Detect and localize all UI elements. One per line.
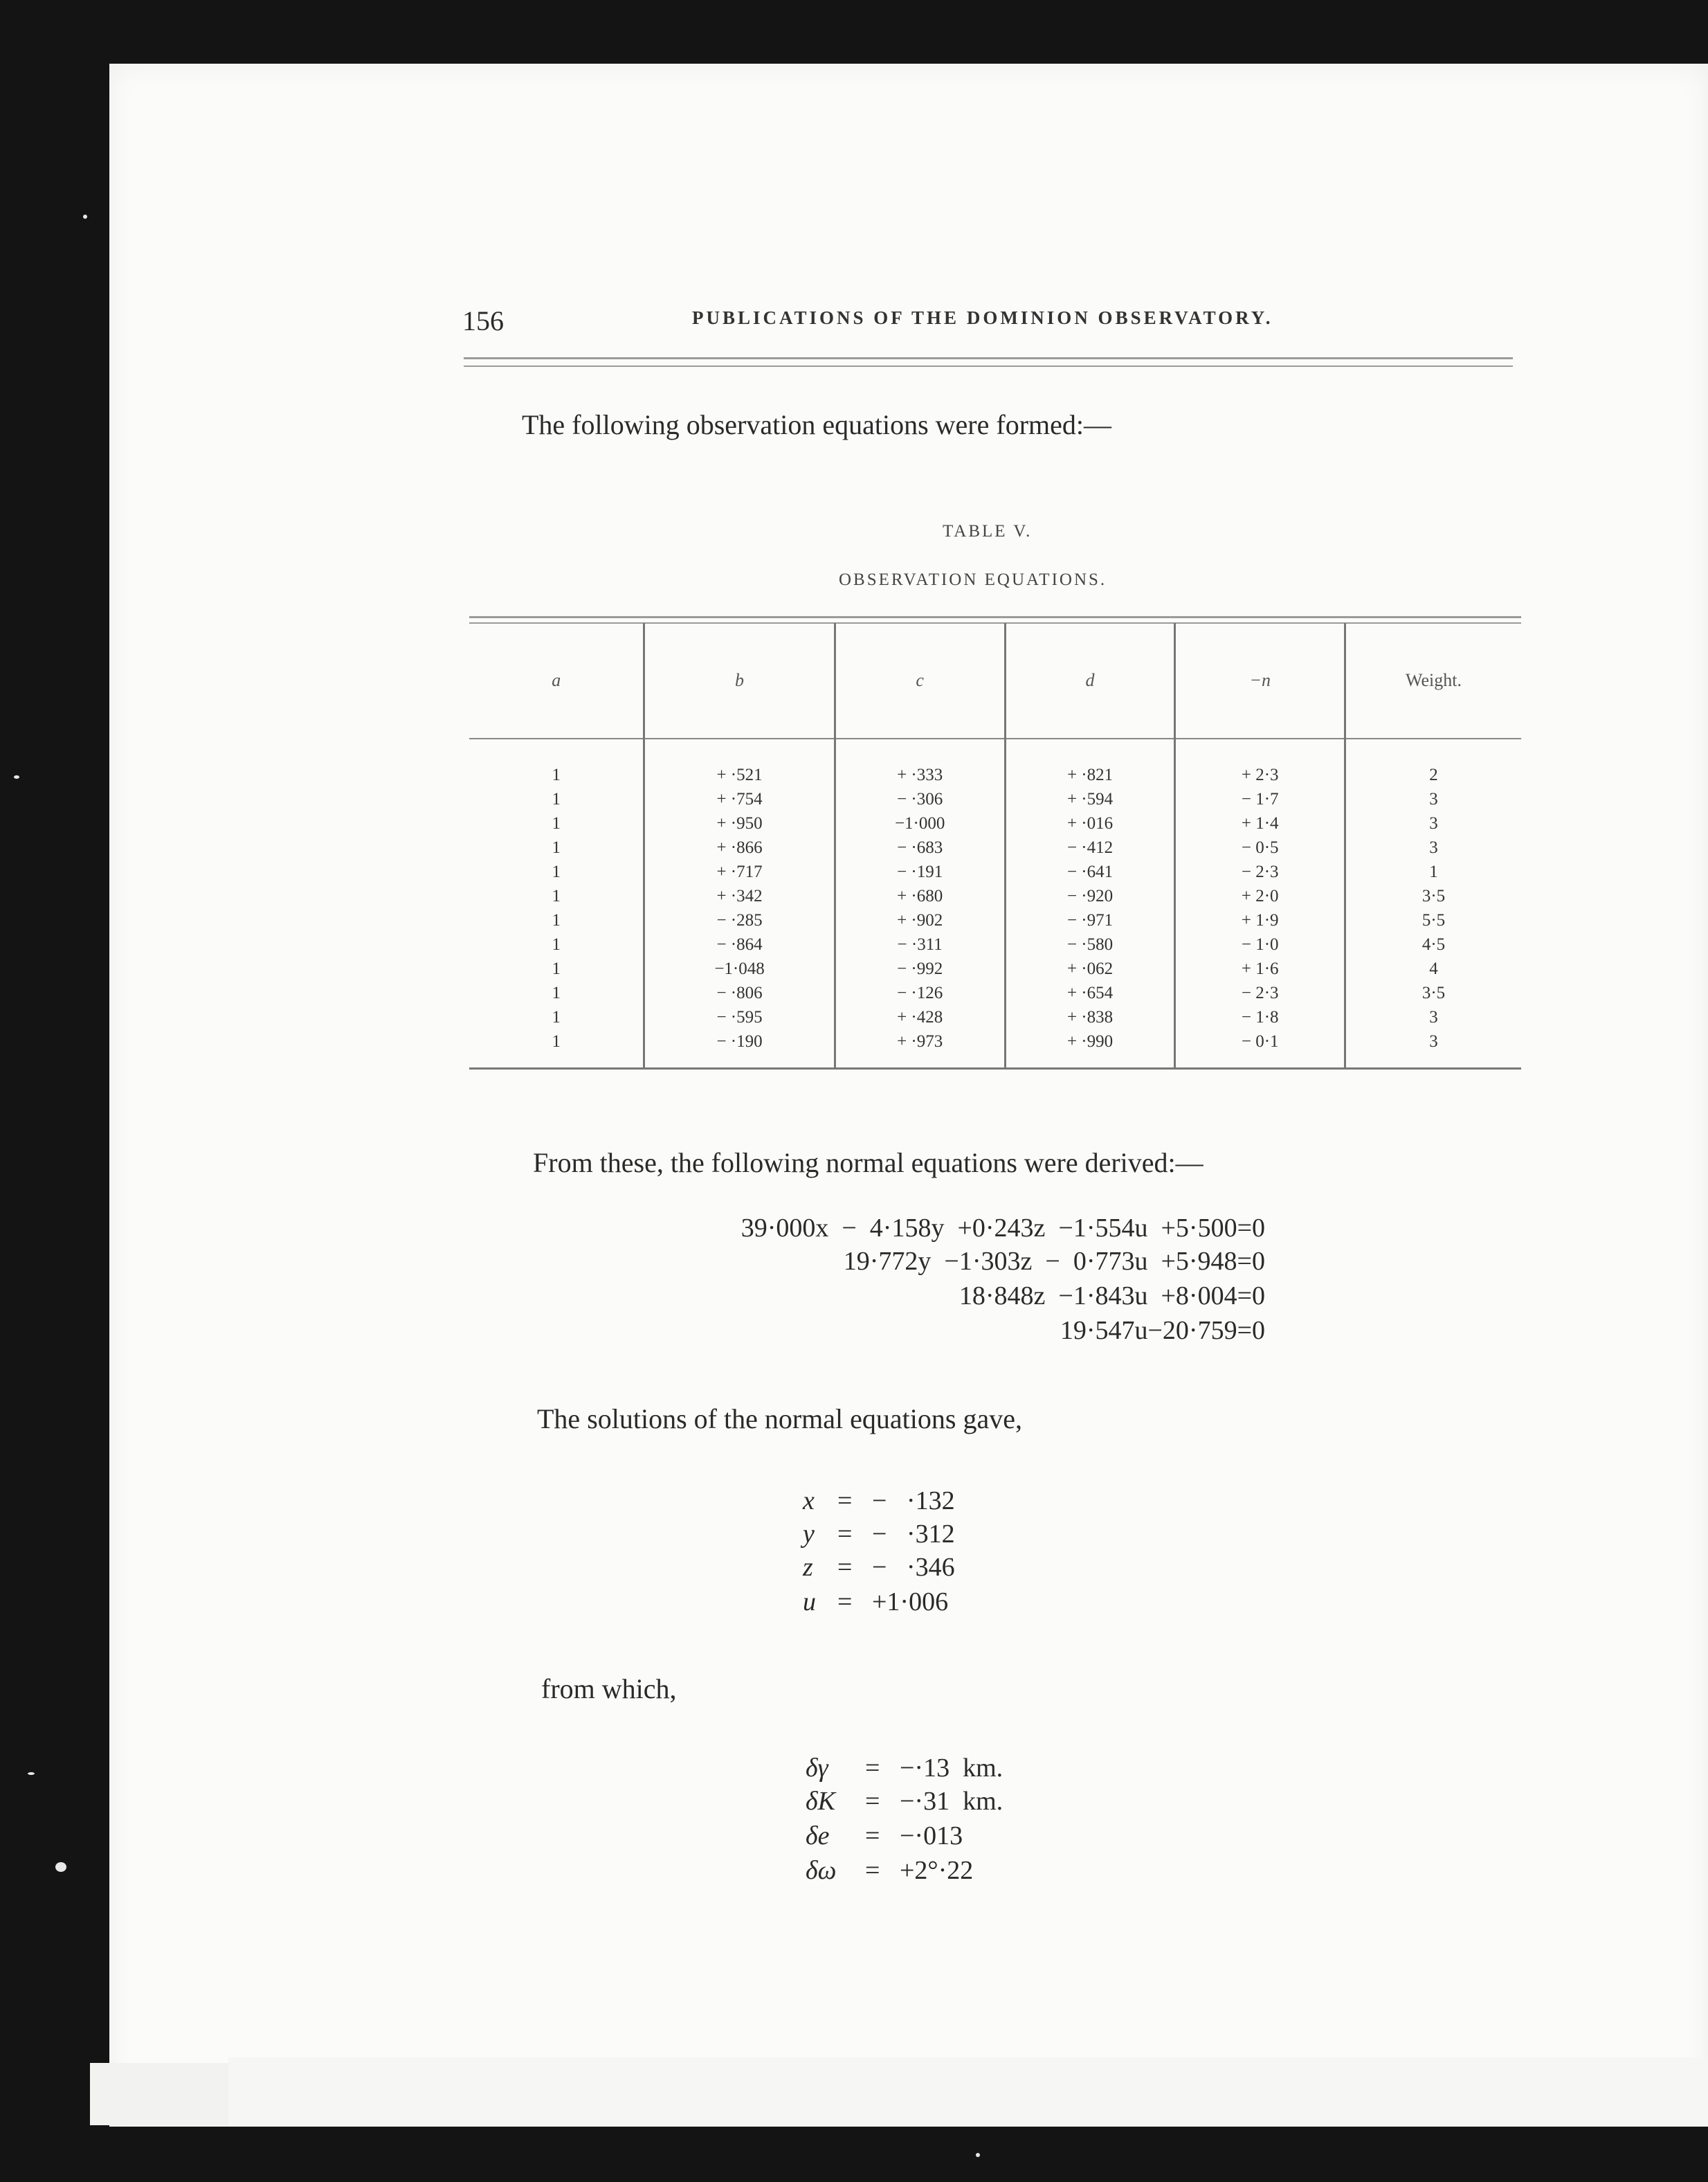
- cell-n: + 2·3: [1175, 739, 1345, 787]
- result-value: +2°·22: [900, 1856, 974, 1885]
- cell-c: + ·973: [835, 1029, 1005, 1069]
- film-speck: [976, 2153, 980, 2157]
- solution-line: y = − ·312: [803, 1520, 955, 1549]
- header-rule: [464, 366, 1513, 367]
- cell-n: + 2·0: [1175, 884, 1345, 908]
- cell-n: − 0·1: [1175, 1029, 1345, 1069]
- cell-n: − 2·3: [1175, 981, 1345, 1005]
- column-header-n: −n: [1175, 623, 1345, 739]
- normal-equation: 19·547u−20·759=0: [1060, 1316, 1265, 1345]
- table-row: [469, 836, 1521, 860]
- cell-weight: 3·5: [1345, 884, 1521, 908]
- cell-weight: 3: [1345, 787, 1521, 811]
- cell-b: − ·595: [644, 1005, 835, 1029]
- cell-c: − ·306: [835, 787, 1005, 811]
- from-which-text: from which,: [541, 1673, 677, 1704]
- cell-b: − ·806: [644, 981, 835, 1005]
- cell-d: + ·821: [1005, 739, 1175, 787]
- solution-variable: y: [803, 1520, 815, 1549]
- film-speck: [28, 1772, 35, 1775]
- cell-weight: 3: [1345, 1005, 1521, 1029]
- cell-a: 1: [552, 886, 561, 905]
- cell-b: + ·866: [644, 836, 835, 860]
- cell-d: − ·641: [1005, 860, 1175, 884]
- cell-weight: 3: [1345, 811, 1521, 836]
- header-rule: [464, 357, 1513, 359]
- solution-variable: z: [803, 1553, 813, 1582]
- result-line: δω = +2°·22: [806, 1856, 974, 1885]
- column-header-weight: Weight.: [1345, 623, 1521, 739]
- cell-d: + ·062: [1005, 957, 1175, 981]
- cell-c: − ·126: [835, 981, 1005, 1005]
- cell-b: − ·190: [644, 1029, 835, 1069]
- cell-a: 1: [552, 935, 561, 954]
- cell-weight: 5·5: [1345, 908, 1521, 932]
- cell-b: + ·717: [644, 860, 835, 884]
- column-header-c: c: [835, 623, 1005, 739]
- result-value: −·31 km.: [900, 1787, 1003, 1816]
- solution-value: − ·346: [872, 1553, 955, 1582]
- cell-c: + ·428: [835, 1005, 1005, 1029]
- column-header-d: d: [1005, 623, 1175, 739]
- cell-n: − 1·7: [1175, 787, 1345, 811]
- cell-c: + ·902: [835, 908, 1005, 932]
- table-row: [469, 1029, 1521, 1069]
- cell-c: −1·000: [835, 811, 1005, 836]
- cell-b: + ·521: [644, 739, 835, 787]
- table-row: [469, 739, 1521, 787]
- cell-weight: 3: [1345, 1029, 1521, 1069]
- film-speck: [14, 775, 19, 779]
- table-row: [469, 908, 1521, 932]
- table-row: [469, 1005, 1521, 1029]
- cell-a: 1: [552, 862, 561, 881]
- table-top-rule: [469, 616, 1521, 618]
- cell-b: − ·285: [644, 908, 835, 932]
- cell-n: + 1·9: [1175, 908, 1345, 932]
- cell-b: + ·950: [644, 811, 835, 836]
- cell-c: − ·683: [835, 836, 1005, 860]
- film-speck: [83, 215, 87, 219]
- cell-d: + ·594: [1005, 787, 1175, 811]
- cell-weight: 2: [1345, 739, 1521, 787]
- solution-value: +1·006: [872, 1587, 949, 1616]
- solution-value: − ·132: [872, 1486, 955, 1515]
- result-value: −·013: [900, 1821, 963, 1850]
- solution-line: x = − ·132: [803, 1486, 955, 1515]
- cell-d: + ·016: [1005, 811, 1175, 836]
- cell-n: + 1·6: [1175, 957, 1345, 981]
- cell-c: + ·680: [835, 884, 1005, 908]
- table-row: [469, 811, 1521, 836]
- solutions-intro: The solutions of the normal equations gave,: [537, 1403, 1022, 1434]
- result-variable: δK: [806, 1787, 836, 1816]
- observation-equations-table: [469, 623, 1521, 1070]
- cell-n: − 1·0: [1175, 932, 1345, 957]
- cell-a: 1: [552, 789, 561, 809]
- page-number: 156: [462, 305, 504, 336]
- running-title: PUBLICATIONS OF THE DOMINION OBSERVATORY.: [692, 307, 1273, 328]
- cell-a: 1: [552, 765, 561, 784]
- result-variable: δω: [806, 1856, 837, 1885]
- normal-equations-intro: From these, the following normal equations were derived:—: [533, 1147, 1203, 1178]
- cell-weight: 4·5: [1345, 932, 1521, 957]
- table-label: TABLE V.: [943, 522, 1033, 541]
- cell-d: + ·838: [1005, 1005, 1175, 1029]
- cell-d: − ·580: [1005, 932, 1175, 957]
- table-title: OBSERVATION EQUATIONS.: [839, 570, 1107, 589]
- cell-weight: 1: [1345, 860, 1521, 884]
- table-row: [469, 957, 1521, 981]
- solution-variable: u: [803, 1587, 816, 1616]
- result-variable: δe: [806, 1821, 830, 1850]
- cell-a: 1: [552, 1007, 561, 1027]
- cell-d: + ·990: [1005, 1029, 1175, 1069]
- cell-n: − 2·3: [1175, 860, 1345, 884]
- result-variable: δγ: [806, 1753, 828, 1783]
- cell-a: 1: [552, 813, 561, 833]
- table-row: [469, 787, 1521, 811]
- solution-line: z = − ·346: [803, 1553, 955, 1582]
- cell-a: 1: [552, 838, 561, 857]
- cell-d: − ·920: [1005, 884, 1175, 908]
- cell-weight: 3·5: [1345, 981, 1521, 1005]
- column-header-b: b: [644, 623, 835, 739]
- cell-b: −1·048: [644, 957, 835, 981]
- intro-text: The following observation equations were formed:—: [522, 409, 1111, 440]
- cell-c: − ·311: [835, 932, 1005, 957]
- cell-a: 1: [552, 910, 561, 930]
- page-edge-shadow: [90, 2063, 228, 2125]
- table-row: [469, 932, 1521, 957]
- film-speck: [55, 1862, 66, 1872]
- cell-n: − 1·8: [1175, 1005, 1345, 1029]
- cell-b: + ·342: [644, 884, 835, 908]
- normal-equation: 18·848z −1·843u +8·004=0: [959, 1281, 1265, 1310]
- cell-b: − ·864: [644, 932, 835, 957]
- table-header-row: [469, 623, 1521, 739]
- table-row: [469, 884, 1521, 908]
- cell-weight: 3: [1345, 836, 1521, 860]
- cell-d: + ·654: [1005, 981, 1175, 1005]
- result-line: δγ = −·13 km.: [806, 1753, 1003, 1783]
- page-bottom-edge: [228, 2057, 1708, 2127]
- cell-c: + ·333: [835, 739, 1005, 787]
- cell-n: − 0·5: [1175, 836, 1345, 860]
- cell-b: + ·754: [644, 787, 835, 811]
- table-row: [469, 860, 1521, 884]
- solution-line: u = +1·006: [803, 1587, 949, 1616]
- document-page: [109, 64, 1708, 2127]
- cell-d: − ·412: [1005, 836, 1175, 860]
- result-line: δK = −·31 km.: [806, 1787, 1003, 1816]
- cell-n: + 1·4: [1175, 811, 1345, 836]
- result-value: −·13 km.: [900, 1753, 1003, 1783]
- cell-d: − ·971: [1005, 908, 1175, 932]
- cell-c: − ·992: [835, 957, 1005, 981]
- solution-variable: x: [803, 1486, 815, 1515]
- cell-a: 1: [552, 959, 561, 978]
- solution-value: − ·312: [872, 1520, 955, 1549]
- cell-a: 1: [552, 983, 561, 1002]
- cell-a: 1: [469, 1029, 644, 1069]
- table-row: [469, 981, 1521, 1005]
- normal-equation: 39·000x − 4·158y +0·243z −1·554u +5·500=0: [741, 1214, 1265, 1243]
- cell-weight: 4: [1345, 957, 1521, 981]
- column-header-a: a: [469, 623, 644, 739]
- result-line: δe = −·013: [806, 1821, 963, 1850]
- cell-c: − ·191: [835, 860, 1005, 884]
- normal-equation: 19·772y −1·303z − 0·773u +5·948=0: [843, 1247, 1265, 1276]
